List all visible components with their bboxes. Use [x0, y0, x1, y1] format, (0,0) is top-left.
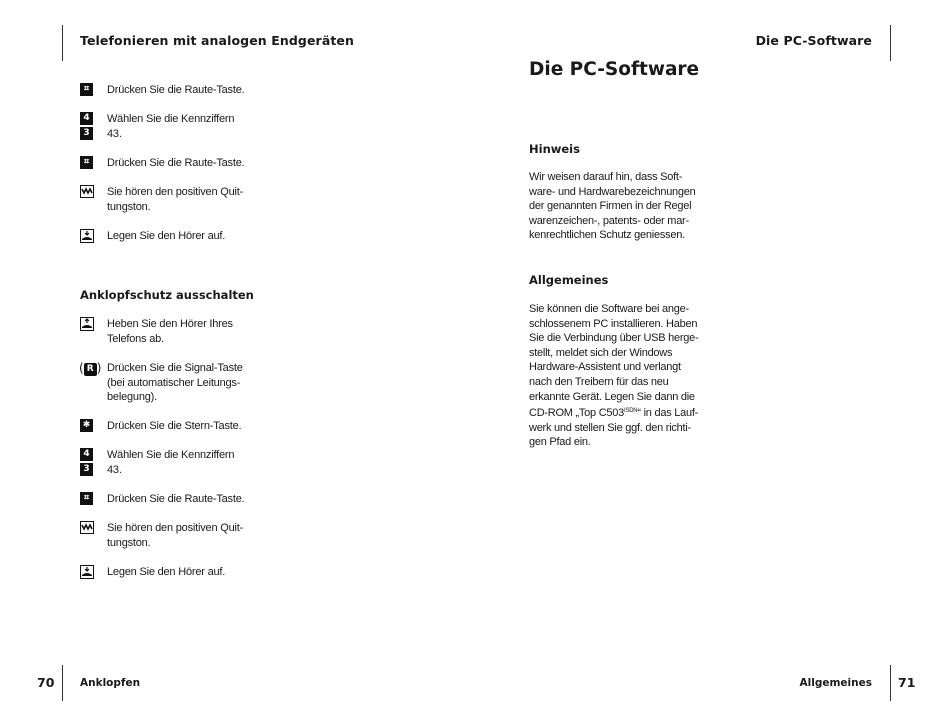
star-key-icon: ✱ [80, 419, 94, 434]
digit-keys-icon [80, 448, 94, 478]
hash-key-icon: ⌗ [80, 156, 94, 171]
digit-4-key: 4 [80, 112, 93, 125]
left-footer-label: Anklopfen [80, 677, 141, 689]
step-text: Drücken Sie die Raute-Taste. [107, 84, 245, 96]
step-text: Wählen Sie die Kennziffern 43. [107, 113, 235, 140]
step-text: Legen Sie den Hörer auf. [107, 230, 226, 242]
step-text: Drücken Sie die Raute-Taste. [107, 157, 245, 169]
step-text: Drücken Sie die Signal-Taste (bei automatischer Leitungs- belegung). [107, 362, 243, 404]
right-footer-label: Allgemeines [799, 677, 872, 689]
step-text: Wählen Sie die Kennziffern 43. [107, 449, 235, 476]
allgemeines-paragraph: Sie können die Software bei ange- schlossenem PC installieren. Haben Sie die Verbindung über USB herge- stellt, meldet sich der Windows Hardware-Assistent und verlangt nach den Treibern für das neu erkannte Gerät. Legen Sie dann die CD-ROM „Top $C503^{ISDN}“$ in das Lauf- werk und stellen Sie ggf. den richti- gen Pfad ein. [529, 303, 699, 449]
footer-rule-right [890, 665, 891, 701]
digit-3-key: 3 [80, 127, 93, 140]
right-page-number: 71 [898, 675, 916, 690]
isdn-superscript: ISDN [624, 408, 638, 415]
digit-keys-icon [80, 112, 94, 142]
hang-up-icon [80, 565, 94, 584]
hash-key-icon: ⌗ [80, 83, 94, 98]
digit-4-key: 4 [80, 448, 93, 461]
right-running-header: Die PC-Software [755, 33, 872, 48]
hinweis-paragraph: Wir weisen darauf hin, dass Soft- ware- und Hardwarebezeichnungen der genannten Firmen in der Regel warenzeichen-, patents- oder mar- kenrechtlichen Schutz geniessen. [529, 171, 696, 242]
page-title: Die PC-Software [529, 59, 700, 80]
step-text: Legen Sie den Hörer auf. [107, 566, 226, 578]
left-page-number: 70 [37, 675, 55, 690]
hinweis-heading: Hinweis [529, 142, 580, 156]
header-rule-left [62, 25, 63, 61]
hash-key-icon: ⌗ [80, 492, 94, 507]
section-title-anklopfschutz: Anklopfschutz ausschalten [80, 288, 254, 302]
lift-handset-icon [80, 317, 94, 336]
signal-key-icon: ( R ) [79, 361, 102, 375]
allgemeines-heading: Allgemeines [529, 273, 609, 287]
hang-up-icon [80, 229, 94, 248]
confirmation-tone-icon [80, 185, 94, 203]
step-text: Sie hören den positiven Quit- tungston. [107, 522, 244, 549]
step-text: Sie hören den positiven Quit- tungston. [107, 186, 244, 213]
step-text: Drücken Sie die Stern-Taste. [107, 420, 242, 432]
left-running-header: Telefonieren mit analogen Endgeräten [80, 33, 355, 48]
confirmation-tone-icon [80, 521, 94, 539]
header-rule-right [890, 25, 891, 61]
digit-3-key: 3 [80, 463, 93, 476]
footer-rule-left [62, 665, 63, 701]
step-text: Drücken Sie die Raute-Taste. [107, 493, 245, 505]
step-text: Heben Sie den Hörer Ihres Telefons ab. [107, 318, 233, 345]
